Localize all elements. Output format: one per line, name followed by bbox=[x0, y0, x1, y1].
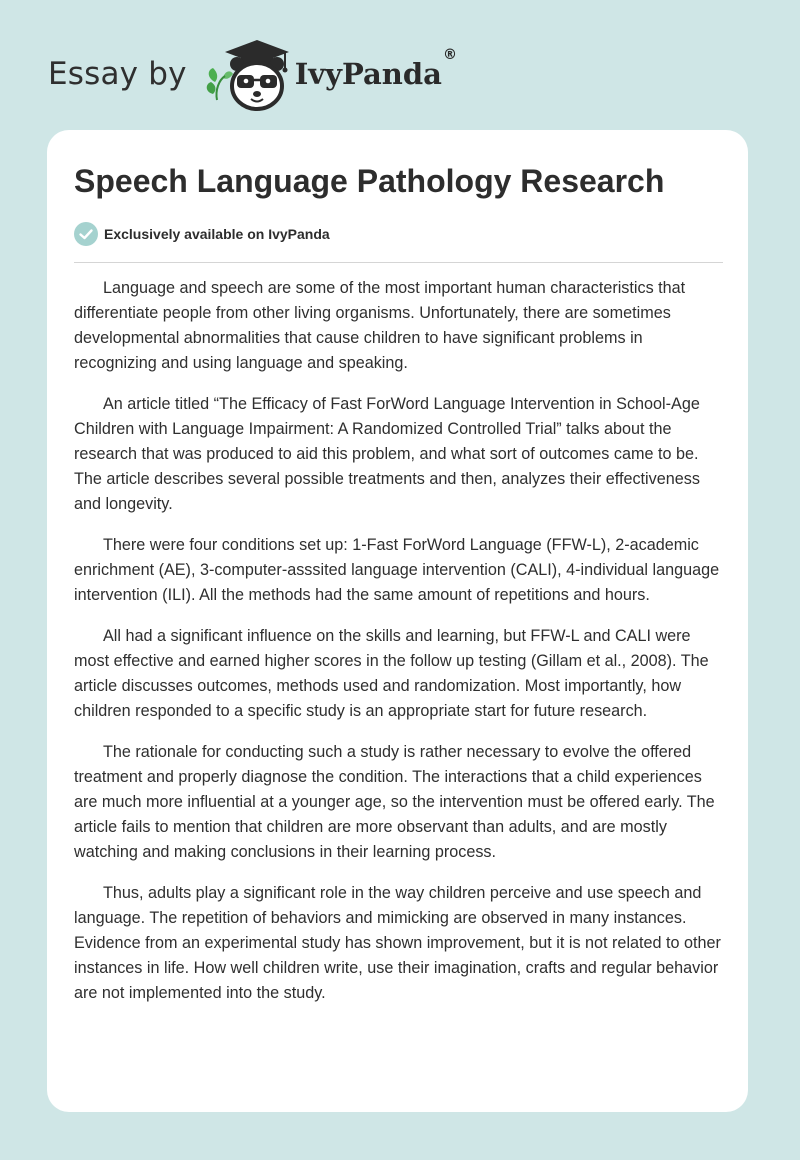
ivy-leaf-icon bbox=[206, 68, 232, 100]
paragraph: The rationale for conducting such a study is rather necessary to evolve the offered treatment and properly diagnose the condition. The interactions that a child experiences are much more influential at a younger age, so the intervention must be offered early. The article fails to mention that children are more observant than adults, and are mostly watching and making conclusions in their learning process. bbox=[74, 743, 715, 861]
exclusive-badge bbox=[74, 222, 330, 246]
panda-logo-icon[interactable] bbox=[201, 34, 293, 114]
essay-card bbox=[47, 130, 748, 1112]
paragraph: There were four conditions set up: 1-Fast ForWord Language (FFW-L), 2-academic enrichment (AE), 3-computer-asssited language intervention (CALI), 4-individual language intervention (ILI). All the methods had the same amount of repetitions and hours. bbox=[74, 536, 720, 604]
registered-mark: ® bbox=[442, 47, 457, 63]
paragraph: All had a significant influence on the skills and learning, but FFW-L and CALI were most effective and earned higher scores in the follow up testing (Gillam et al., 2008). The article discusses outcomes, methods used and randomization. Most importantly, how children responded to a specific study is an appropriate start for future research. bbox=[74, 627, 709, 720]
paragraph: Thus, adults play a significant role in the way children perceive and use speech and language. The repetition of behaviors and mimicking are observed in many instances. Evidence from an experimental study has shown improvement, but it is not related to other instances in life. How well children write, use their imagination, crafts and regular behavior are not implemented into the study. bbox=[74, 884, 721, 1002]
page-title: Speech Language Pathology Research bbox=[74, 163, 665, 199]
brand-prefix: Essay by bbox=[48, 56, 187, 92]
paragraph: An article titled “The Efficacy of Fast ForWord Language Intervention in School-Age Children with Language Impairment: A Randomized Controlled Trial” talks about the research that was produced to aid this problem, and what sort of outcomes came to be. The article describes several possible treatments and then, analyzes their effectiveness and longevity. bbox=[74, 395, 700, 513]
paragraph: Language and speech are some of the most important human characteristics that differentiate people from other living organisms. Unfortunately, there are sometimes developmental abnormalities that cause children to have significant problems in recognizing and using language and speaking. bbox=[74, 279, 686, 372]
brand-name: IvyPanda® bbox=[294, 47, 457, 91]
check-circle-icon bbox=[74, 222, 98, 246]
divider bbox=[74, 262, 723, 263]
badge-label: Exclusively available on IvyPanda bbox=[104, 226, 330, 242]
essay-body bbox=[74, 276, 724, 1022]
brand-header bbox=[48, 34, 457, 114]
